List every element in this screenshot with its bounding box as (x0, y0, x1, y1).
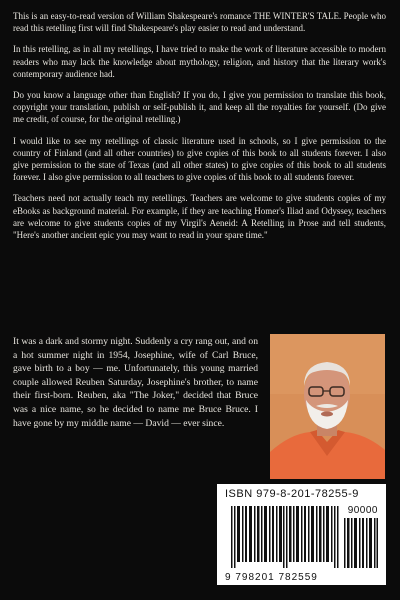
barcode-block (217, 484, 386, 585)
paragraph-intro: This is an easy-to-read version of William Shakespeare's romance THE WINTER'S TALE. People who read this retelling first will find Shakespeare's play easier to read and understand. (13, 11, 386, 34)
isbn-label: ISBN 979-8-201-78255-9 (225, 488, 359, 500)
barcode-number: 9 798201 782559 (225, 572, 318, 583)
paragraph-teachers: Teachers need not actually teach my retellings. Teachers are welcome to give students copies of my eBooks as background material. For example, if they are teaching Homer's Iliad and Odyssey, teachers are welcome to give students copies of my Virgil's Aeneid: A Retelling in Prose and tell students, "Here's another ancient epic you may want to read in your spare time." (13, 193, 386, 241)
paragraph-schools: I would like to see my retellings of classic literature used in schools, so I give permission to the country of Finland (and all other countries) to give copies of this book to all students forever. I also give permission to the state of Texas (and all other states) to give copies of this book to all students forever. I also give permission to all teachers to give copies of this book to all students forever. (13, 135, 386, 183)
barcode-main-icon (231, 506, 339, 568)
author-bio: It was a dark and stormy night. Suddenly a cry rang out, and on a hot summer night in 1954, Josephine, wife of Carl Bruce, gave birth to a boy — me. Unfortunately, this young married couple allowed Reuben Saturday, Josephine's brother, to name their first-born. Reuben, aka "The Joker," decided that Bruce was a nice name, so he decided to name me Bruce Bruce. I have gone by my middle name — David — ever since. (13, 336, 258, 429)
author-photo (270, 334, 385, 479)
price-code: 90000 (347, 505, 378, 516)
paragraph-translation: Do you know a language other than English? If you do, I give you permission to translate this book, copyright your translation, publish or self-publish it, and keep all the royalties for yourself. (Do give me credit, of course, for the original retelling.) (13, 90, 386, 125)
description-text (13, 10, 386, 250)
barcode-addon-icon (344, 518, 378, 568)
author-portrait-image (270, 334, 385, 479)
paragraph-accessibility: In this retelling, as in all my retellings, I have tried to make the work of literature accessible to modern readers who may lack the knowledge about mythology, religion, and history that the literary work's contemporary audience had. (13, 44, 386, 79)
